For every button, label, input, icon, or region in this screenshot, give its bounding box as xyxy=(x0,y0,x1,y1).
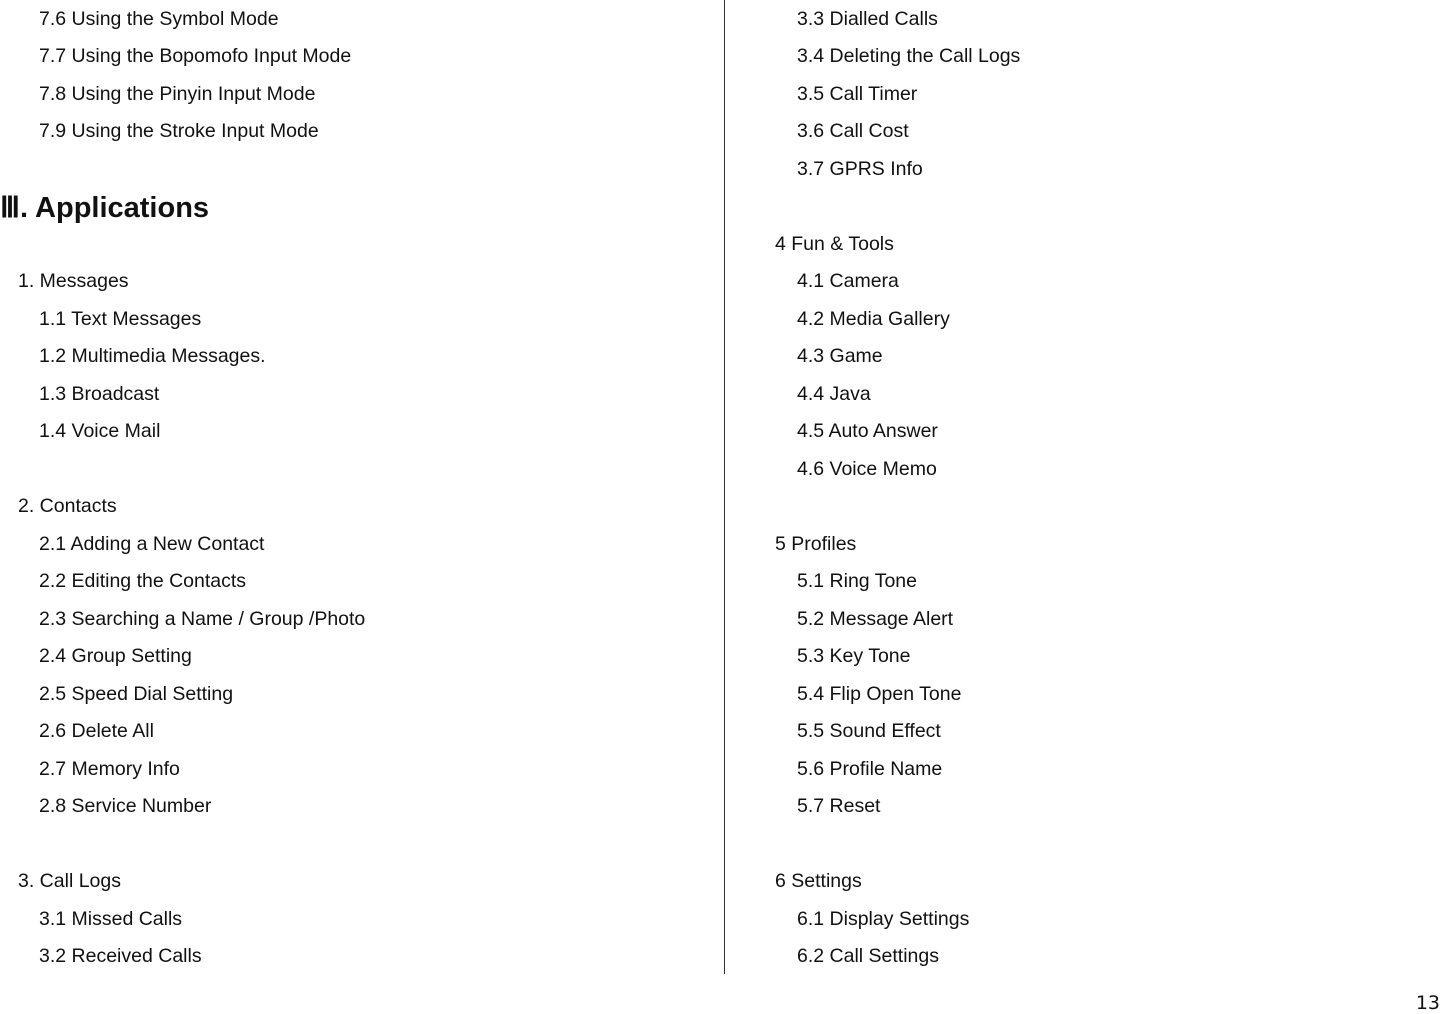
column-divider xyxy=(724,0,725,974)
toc-item[interactable]: 4.3 Game xyxy=(797,345,883,367)
toc-item[interactable]: 3.6 Call Cost xyxy=(797,120,909,142)
toc-item[interactable]: 2.1 Adding a New Contact xyxy=(39,533,265,555)
toc-item[interactable]: 2.4 Group Setting xyxy=(39,645,192,667)
toc-item[interactable]: 3.2 Received Calls xyxy=(39,945,202,967)
toc-chapter[interactable]: 2. Contacts xyxy=(18,495,117,517)
toc-item[interactable]: 1.2 Multimedia Messages. xyxy=(39,345,266,367)
toc-item[interactable]: 3.5 Call Timer xyxy=(797,83,918,105)
toc-item[interactable]: 1.1 Text Messages xyxy=(39,308,202,330)
toc-item[interactable]: 2.7 Memory Info xyxy=(39,758,180,780)
toc-item[interactable]: 6.1 Display Settings xyxy=(797,908,970,930)
toc-item[interactable]: 2.3 Searching a Name / Group /Photo xyxy=(39,608,366,630)
toc-chapter[interactable]: 4 Fun & Tools xyxy=(775,233,894,255)
toc-item[interactable]: 3.4 Deleting the Call Logs xyxy=(797,45,1021,67)
toc-item[interactable]: 5.4 Flip Open Tone xyxy=(797,683,962,705)
toc-item[interactable]: 4.6 Voice Memo xyxy=(797,458,937,480)
toc-chapter[interactable]: 3. Call Logs xyxy=(18,870,121,892)
toc-chapter[interactable]: 1. Messages xyxy=(18,270,129,292)
toc-item[interactable]: 4.4 Java xyxy=(797,383,871,405)
toc-item[interactable]: 7.9 Using the Stroke Input Mode xyxy=(39,120,319,142)
toc-item[interactable]: 1.4 Voice Mail xyxy=(39,420,161,442)
toc-item[interactable]: 5.1 Ring Tone xyxy=(797,570,917,592)
toc-item[interactable]: 2.5 Speed Dial Setting xyxy=(39,683,234,705)
toc-item[interactable]: 6.2 Call Settings xyxy=(797,945,939,967)
toc-item[interactable]: 5.6 Profile Name xyxy=(797,758,943,780)
toc-item[interactable]: 1.3 Broadcast xyxy=(39,383,160,405)
toc-item[interactable]: 7.6 Using the Symbol Mode xyxy=(39,8,279,30)
toc-item[interactable]: 2.8 Service Number xyxy=(39,795,212,817)
toc-chapter[interactable]: 6 Settings xyxy=(775,870,862,892)
toc-item[interactable]: 4.5 Auto Answer xyxy=(797,420,938,442)
toc-item[interactable]: 5.2 Message Alert xyxy=(797,608,954,630)
toc-item[interactable]: 4.1 Camera xyxy=(797,270,899,292)
toc-item[interactable]: 2.2 Editing the Contacts xyxy=(39,570,247,592)
page-number: 13 xyxy=(1415,992,1440,1014)
toc-item[interactable]: 5.5 Sound Effect xyxy=(797,720,941,742)
toc-item[interactable]: 3.7 GPRS Info xyxy=(797,158,923,180)
toc-chapter[interactable]: 5 Profiles xyxy=(775,533,857,555)
toc-item[interactable]: 7.7 Using the Bopomofo Input Mode xyxy=(39,45,352,67)
toc-item[interactable]: 5.7 Reset xyxy=(797,795,881,817)
toc-item[interactable]: 5.3 Key Tone xyxy=(797,645,911,667)
toc-item[interactable]: 4.2 Media Gallery xyxy=(797,308,950,330)
section-heading: Ⅲ. Applications xyxy=(0,192,210,224)
toc-item[interactable]: 3.1 Missed Calls xyxy=(39,908,183,930)
toc-item[interactable]: 3.3 Dialled Calls xyxy=(797,8,938,30)
toc-item[interactable]: 7.8 Using the Pinyin Input Mode xyxy=(39,83,316,105)
toc-item[interactable]: 2.6 Delete All xyxy=(39,720,154,742)
